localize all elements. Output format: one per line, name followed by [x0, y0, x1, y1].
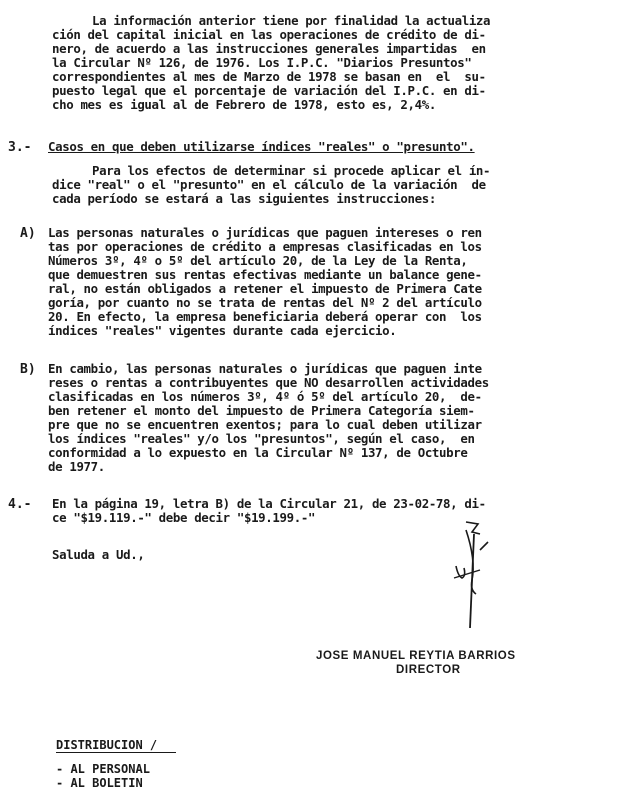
intro-line: correspondientes al mes de Marzo de 1978 se basan en el su-: [52, 69, 486, 84]
item-a-line: goría, por cuanto no se trata de rentas del Nº 2 del artículo: [48, 295, 482, 310]
item-a-label: A): [20, 226, 36, 241]
item-a-line: que demuestren sus rentas efectivas mediante un balance gene-: [48, 267, 482, 282]
section-4-line: En la página 19, letra B) de la Circular 21, de 23-02-78, di-: [52, 496, 486, 511]
item-b-line: los índices "reales" y/o los "presuntos", según el caso, en: [48, 431, 475, 446]
item-b-line: En cambio, las personas naturales o jurídicas que paguen inte: [48, 361, 482, 376]
item-b-line: de 1977.: [48, 459, 105, 474]
intro-line: nero, de acuerdo a las instrucciones generales impartidas en: [52, 41, 486, 56]
section-intro-line: dice "real" o el "presunto" en el cálculo de la variación de: [52, 177, 486, 192]
intro-line: la Circular Nº 126, de 1976. Los I.P.C. "Diarios Presuntos": [52, 55, 472, 70]
item-a-line: Números 3º, 4º o 5º del artículo 20, de la Ley de la Renta,: [48, 253, 468, 268]
item-a-line: ral, no están obligados a retener el impuesto de Primera Cate: [48, 281, 482, 296]
distribution-underline: [56, 752, 176, 753]
distribution-item: - AL BOLETIN: [56, 776, 143, 790]
section-heading: Casos en que deben utilizarse índices "reales" o "presunto".: [48, 139, 475, 154]
item-b-line: clasificadas en los números 3º, 4º ó 5º del artículo 20, de-: [48, 389, 482, 404]
item-b-label: B): [20, 362, 36, 377]
item-b-line: pre que no se encuentren exentos; para lo cual deben utilizar: [48, 417, 482, 432]
distribution-item: - AL PERSONAL: [56, 762, 150, 776]
closing-salutation: Saluda a Ud.,: [52, 547, 145, 562]
item-b-line: reses o rentas a contribuyentes que NO desarrollen actividades: [48, 375, 489, 390]
item-a-line: tas por operaciones de crédito a empresas clasificadas en los: [48, 239, 482, 254]
intro-line: puesto legal que el porcentaje de variación del I.P.C. en di-: [52, 83, 486, 98]
signatory-title: DIRECTOR: [396, 664, 461, 676]
section-intro-line: Para los efectos de determinar si procede aplicar el ín-: [92, 163, 491, 178]
section-number: 4.-: [8, 497, 32, 512]
intro-line: La información anterior tiene por finalidad la actualiza: [92, 13, 491, 28]
handwritten-signature: [436, 520, 506, 630]
section-intro-line: cada período se estará a las siguientes instrucciones:: [52, 191, 436, 206]
section-number: 3.-: [8, 140, 32, 155]
item-a-line: Las personas naturales o jurídicas que paguen intereses o ren: [48, 225, 482, 240]
item-b-line: ben retener el monto del impuesto de Primera Categoría siem-: [48, 403, 475, 418]
intro-line: cho mes es igual al de Febrero de 1978, esto es, 2,4%.: [52, 97, 436, 112]
item-a-line: índices "reales" vigentes durante cada ejercicio.: [48, 323, 397, 338]
item-b-line: conformidad a lo expuesto en la Circular Nº 137, de Octubre: [48, 445, 468, 460]
item-a-line: 20. En efecto, la empresa beneficiaria deberá operar con los: [48, 309, 482, 324]
signatory-name: JOSE MANUEL REYTIA BARRIOS: [316, 650, 516, 662]
intro-line: ción del capital inicial en las operaciones de crédito de di-: [52, 27, 486, 42]
section-4-line: ce "$19.119.-" debe decir "$19.199.-": [52, 510, 316, 525]
distribution-heading: DISTRIBUCION /: [56, 738, 158, 752]
